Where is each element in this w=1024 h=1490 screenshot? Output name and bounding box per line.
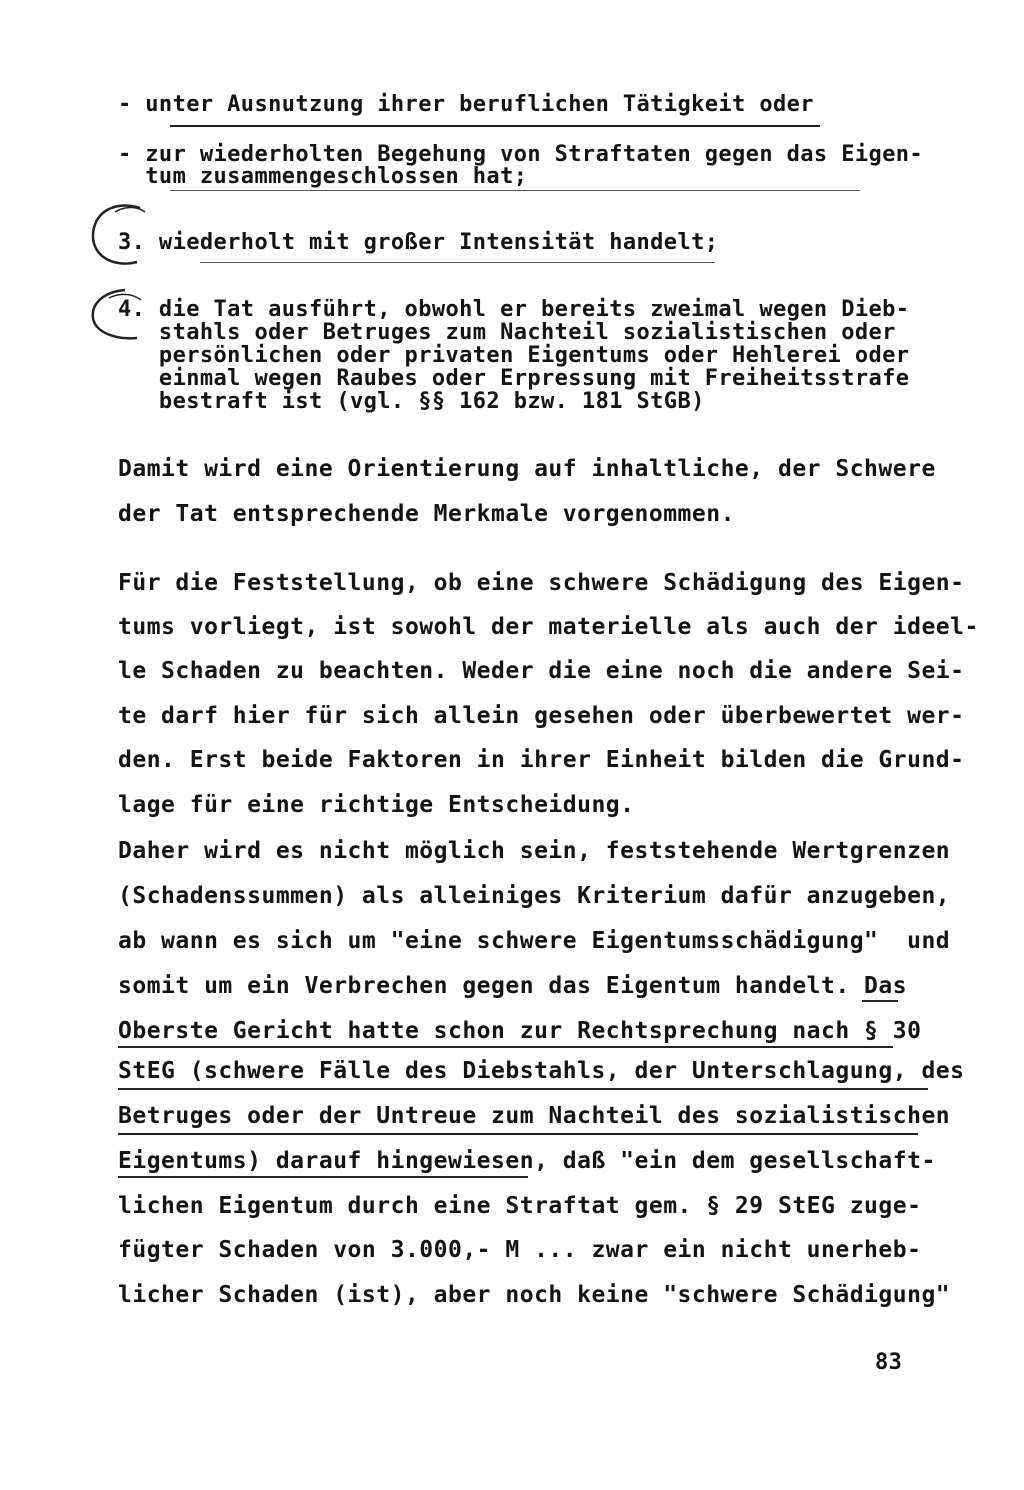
list-dash-item-2-cont: tum zusammengeschlossen hat; bbox=[118, 164, 528, 189]
paragraph-2-line-14: Eigentums) darauf hingewiesen, daß "ein dem gesellschaft- bbox=[118, 1148, 936, 1174]
paragraph-2-line-9: ab wann es sich um "eine schwere Eigentumsschädigung" und bbox=[118, 928, 951, 954]
underline-mark bbox=[170, 125, 820, 127]
paragraph-2-line-16: fügter Schaden von 3.000,- M ... zwar ein nicht unerheb- bbox=[118, 1237, 922, 1263]
underline-mark bbox=[118, 1046, 893, 1048]
paragraph-1-line-1: Damit wird eine Orientierung auf inhaltliche, der Schwere bbox=[118, 456, 936, 482]
paragraph-2-line-1: Für die Feststellung, ob eine schwere Schädigung des Eigen- bbox=[118, 570, 965, 596]
paragraph-2-line-17: licher Schaden (ist), aber noch keine "schwere Schädigung" bbox=[118, 1282, 951, 1308]
underline-mark bbox=[118, 1088, 928, 1090]
underline-mark bbox=[118, 1133, 918, 1135]
underline-mark bbox=[200, 262, 715, 263]
paragraph-2-line-12: StEG (schwere Fälle des Diebstahls, der Unterschlagung, des bbox=[118, 1058, 965, 1084]
paragraph-2-line-13: Betruges oder der Untreue zum Nachteil des sozialistischen bbox=[118, 1103, 951, 1129]
handwritten-circle-mark bbox=[85, 282, 165, 352]
list-dash-item-1: - unter Ausnutzung ihrer beruflichen Tätigkeit oder bbox=[118, 92, 814, 117]
paragraph-2-line-2: tums vorliegt, ist sowohl der materielle als auch der ideel- bbox=[118, 614, 979, 640]
underline-mark bbox=[862, 1000, 898, 1002]
list-item-4-line-2: stahls oder Betruges zum Nachteil sozialistischen oder bbox=[118, 320, 896, 345]
paragraph-2-line-4: te darf hier für sich allein gesehen oder überbewertet wer- bbox=[118, 703, 965, 729]
paragraph-1-line-2: der Tat entsprechende Merkmale vorgenommen. bbox=[118, 501, 735, 527]
paragraph-2-line-5: den. Erst beide Faktoren in ihrer Einheit bilden die Grund- bbox=[118, 747, 965, 773]
list-item-4-line-3: persönlichen oder privaten Eigentums oder Hehlerei oder bbox=[118, 343, 910, 368]
underline-mark bbox=[170, 190, 860, 191]
handwritten-circle-mark bbox=[85, 198, 165, 273]
paragraph-2-line-3: le Schaden zu beachten. Weder die eine noch die andere Sei- bbox=[118, 658, 965, 684]
paragraph-2-line-7: Daher wird es nicht möglich sein, feststehende Wertgrenzen bbox=[118, 838, 951, 864]
list-item-4-line-4: einmal wegen Raubes oder Erpressung mit Freiheitsstrafe bbox=[118, 366, 910, 391]
paragraph-2-line-10: somit um ein Verbrechen gegen das Eigentum handelt. Das bbox=[118, 973, 908, 999]
list-item-4-line-5: bestraft ist (vgl. §§ 162 bzw. 181 StGB) bbox=[118, 389, 705, 414]
paragraph-2-line-6: lage für eine richtige Entscheidung. bbox=[118, 792, 635, 818]
paragraph-2-line-8: (Schadenssummen) als alleiniges Kriterium dafür anzugeben, bbox=[118, 883, 951, 909]
list-item-4-line-1: 4. die Tat ausführt, obwohl er bereits zweimal wegen Dieb- bbox=[118, 297, 910, 322]
page-number: 83 bbox=[875, 1350, 903, 1375]
list-dash-item-2: - zur wiederholten Begehung von Straftaten gegen das Eigen- bbox=[118, 142, 924, 167]
underline-mark bbox=[118, 1176, 528, 1178]
paragraph-2-line-15: lichen Eigentum durch eine Straftat gem. § 29 StEG zuge- bbox=[118, 1193, 922, 1219]
paragraph-2-line-11: Oberste Gericht hatte schon zur Rechtsprechung nach § 30 bbox=[118, 1018, 922, 1044]
list-item-3: 3. wiederholt mit großer Intensität handelt; bbox=[118, 230, 719, 255]
